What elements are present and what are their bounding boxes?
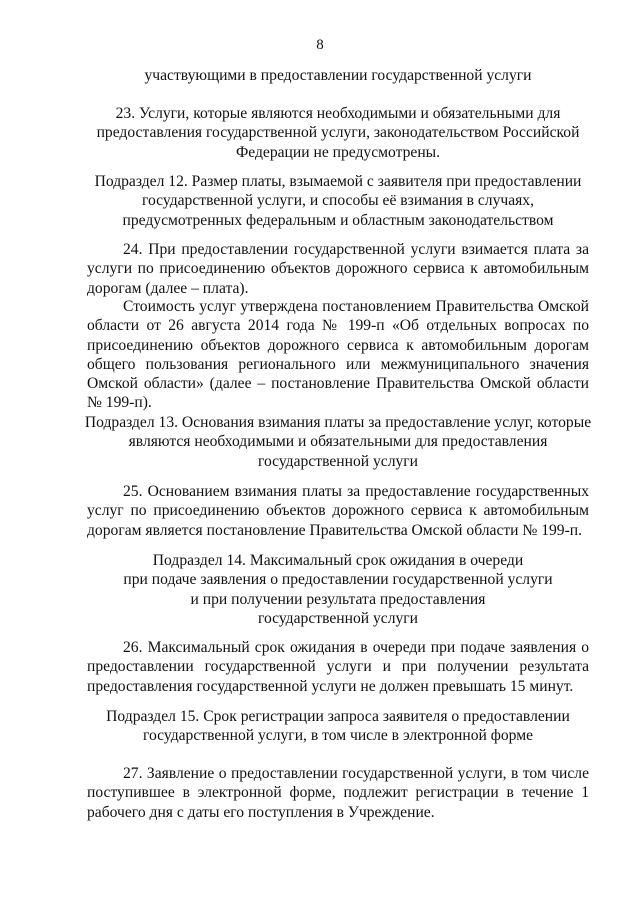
subsection-14-line-1: Подраздел 14. Максимальный срок ожидания в очереди	[152, 552, 524, 569]
continuation-text: участвующими в предоставлении государственной услуги	[144, 67, 532, 84]
subsection-12-line-1: Подраздел 12. Размер платы, взымаемой с заявителя при предоставлении	[94, 173, 582, 190]
subsection-14-heading	[87, 551, 589, 628]
subsection-14-line-2: при подаче заявления о предоставлении государственной услуги	[123, 571, 553, 589]
paragraph-23-line-2: предоставления государственной услуги, законодательством Российской	[96, 124, 580, 142]
subsection-12-heading	[80, 172, 596, 230]
subsection-13-line-3: государственной услуги	[257, 452, 419, 470]
subsection-13-line-2: являются необходимыми и обязательными для предоставления	[128, 433, 548, 451]
paragraph-23-line-3: Федерации не предусмотрены.	[235, 143, 441, 161]
paragraph-23	[87, 104, 589, 162]
subsection-13-line-1: Подраздел 13. Основания взимания платы за предоставление услуг, которые	[84, 414, 592, 431]
subsection-12-line-3: предусмотренных федеральным и областным законодательством	[122, 211, 554, 229]
paragraph-23-line-1: 23. Услуги, которые являются необходимыми и обязательными для	[115, 105, 561, 122]
subsection-14-line-3: и при получении результата предоставления	[190, 590, 486, 608]
paragraph-26: 26. Максимальный срок ожидания в очереди при подаче заявления о предоставлении государственной услуги и при получении результата предоставления государственной услуги не должен превышать 15 минут.	[87, 639, 589, 695]
page-number: 8	[316, 37, 324, 53]
subsection-13-heading	[80, 413, 596, 471]
subsection-15-line-1: Подраздел 15. Срок регистрации запроса заявителя о предоставлении	[106, 708, 570, 725]
paragraph-25: 25. Основанием взимания платы за предоставление государственных услуг по присоединению объектов дорожного сервиса к автомобильным дорогам является постановление Правительства Омской области № 199-п.	[87, 483, 589, 539]
subsection-15-line-2: государственной услуги, в том числе в электронной форме	[142, 727, 534, 745]
subsection-14-line-4: государственной услуги	[257, 609, 419, 627]
paragraph-24: 24. При предоставлении государственной услуги взимается плата за услуги по присоединению объектов дорожного сервиса к автомобильным дорогам (далее – плата).	[87, 241, 589, 297]
paragraph-27: 27. Заявление о предоставлении государственной услуги, в том числе поступившее в электронной форме, подлежит регистрации в течение 1 рабочего дня с даты его поступления в Учреждение.	[87, 765, 589, 821]
continuation-line	[87, 66, 589, 85]
subsection-15-heading	[87, 707, 589, 746]
subsection-12-line-2: государственной услуги, и способы её взимания в случаях,	[141, 192, 535, 210]
paragraph-24-cost: Стоимость услуг утверждена постановлением Правительства Омской области от 26 августа 2014 года № 199-п «Об отдельных вопросах по присоединению объектов дорожного сервиса к автомобильным дорогам общего пользования регионального или межмуниципального значения Омской области» (далее – постановление Правительства Омской области № 199-п).	[87, 298, 589, 412]
